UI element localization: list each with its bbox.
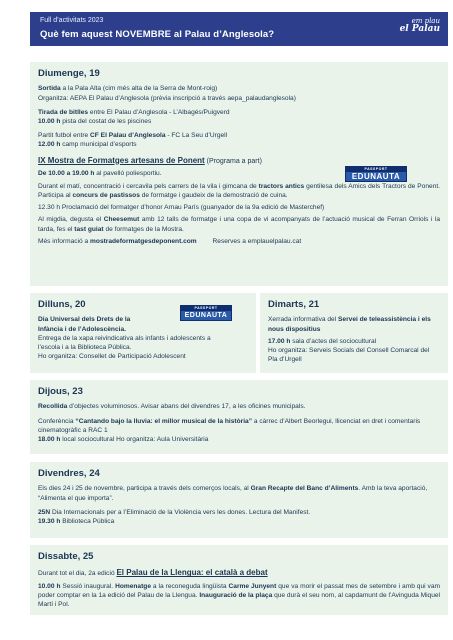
event-futbol-time: 12.00 h camp municipal d’esports: [38, 141, 137, 149]
event-time: 18.00 h local sociocultural Ho organitza: Aula Universitària: [38, 435, 209, 443]
event-time: 17.00 h sala d’actes del sociocultural: [268, 337, 377, 345]
day-heading: Diumenge, 19: [38, 68, 100, 79]
event-org: Ho organitza: Consellet de Participació Adolescent: [38, 353, 186, 361]
edunauta-badge: PASSPORT EDUNAUTA: [345, 166, 407, 182]
event-desc: Xerrada informativa del Servei de teleassistència i els nous dispositius: [268, 316, 431, 333]
logo-top: em plau: [411, 17, 440, 25]
event-title-2: Infància i de l’Adolescència.: [38, 325, 126, 333]
event-palau-llengua: Durant tot el dia, 2a edició El Palau de la Llengua: el català a debat: [38, 568, 268, 578]
day-heading: Dilluns, 20: [38, 299, 86, 310]
card-divendres: [30, 462, 448, 538]
logo-bottom: el Palau: [399, 24, 440, 34]
card-diumenge: [30, 62, 448, 286]
day-heading: Divendres, 24: [38, 468, 100, 479]
event-mostra-title: IX Mostra de Formatges artesans de Ponent (Programa a part): [38, 155, 262, 165]
event-25n: 25N Dia Internacionals per a l’Eliminació de la Violència vers les dones. Lectura del Manifest.: [38, 508, 311, 516]
event-mostra-proclamacio: 12.30 h Proclamació del formatger d’honor Arnau París (guanyador de la 9a edició de Masterchef): [38, 204, 325, 212]
event-desc: Entrega de la xapa reivindicativa als infants i adolescents a l’escola i a la Biblioteca Pública.: [38, 334, 211, 351]
card-dimarts: [260, 293, 448, 373]
mostra-link[interactable]: mostradeformatgesdeponent.com: [90, 237, 197, 245]
event-sessio: 10.00 h Sessió inaugural. Homenatge a la reconeguda lingüista Carme Junyent que va morir el passat mes de setembre i amb qui vam poder comptar en la 1a edició del Palau de la Llengua. Inauguració de la plaça que durà el seu nom, al capdamunt de l’Avinguda Miquel Martí i Pol.: [38, 582, 441, 608]
event-mostra-info: Més informació a mostradeformatgesdeponent.com Reserves a emplauelpalau.cat: [38, 237, 302, 245]
reserves-link[interactable]: Reserves a emplauelpalau.cat: [212, 237, 302, 245]
header-subtitle: Full d’activitats 2023: [40, 17, 104, 24]
event-recollida: Recollida d’objectes voluminosos. Avisar abans del divendres 17, a les oficines municipals.: [38, 403, 306, 411]
event-conferencia: Conferència “Cantando bajo la lluvia: el millor musical de la història” a càrrec d’Albert Beorlegui, llicenciat en dret i comentaris cinematogràfic a RAC 1: [38, 417, 421, 434]
day-heading: Dimarts, 21: [268, 299, 320, 310]
event-gran-recapte: Els dies 24 i 25 de novembre, participa a través dels comerços locals, al Gran Recapte del Banc d’Aliments. Amb la teva aportació, “Alimenta el que importa”.: [38, 485, 428, 502]
edunauta-badge: PASSPORT EDUNAUTA: [180, 305, 232, 321]
event-futbol: Partit futbol entre CF El Palau d’Anglesola - FC La Seu d’Urgell: [38, 132, 228, 140]
event-mostra-time: De 10.00 a 19.00 h al pavelló poliesportiu.: [38, 170, 162, 178]
card-dijous: [30, 380, 448, 454]
day-heading: Dissabte, 25: [38, 551, 94, 562]
event-time: 19.30 h Biblioteca Pública: [38, 517, 115, 525]
event-bitlles: Tirada de bitlles entre El Palau d’Anglesola - L’Albagés/Puigverd: [38, 108, 230, 116]
header-title: Què fem aquest NOVEMBRE al Palau d’Anglesola?: [40, 28, 275, 40]
event-sortida: Sortida a la Pala Alta (cim més alta de la Serra de Mont-roig): [38, 85, 218, 93]
event-title-1: Dia Universal dels Drets de la: [38, 316, 131, 324]
page-header: [30, 12, 448, 46]
event-mostra-desc: Durant el matí, concentració i cercavila pels carrers de la vila i gimcana de tractors antics gentilesa dels Amics dels Tractors de Ponent. Participa al concurs de pastissos de formatge i gaudeix de la demostració de cuina.: [38, 182, 440, 199]
em-plau-logo: [400, 18, 440, 34]
event-org: Ho organitza: Serveis Socials del Consell Comarcal del Pla d’Urgell: [268, 346, 430, 364]
event-sortida-org: Organitza: AEPA El Palau d’Anglesola (prèvia inscripció a través aepa_palaudanglesola): [38, 94, 296, 102]
card-dissabte: [30, 545, 448, 615]
card-dilluns: [30, 293, 256, 373]
event-mostra-cheesemut: Al migdia, degusta el Cheesemut amb 12 talls de formatge i una copa de vi acompanyats de l’actuació musical de Ferran Orriols i la tarda, fes el tast guiat de formatges de la Mostra.: [38, 216, 440, 233]
event-bitlles-time: 10.00 h pista del costat de les piscines: [38, 117, 152, 125]
day-heading: Dijous, 23: [38, 386, 83, 397]
